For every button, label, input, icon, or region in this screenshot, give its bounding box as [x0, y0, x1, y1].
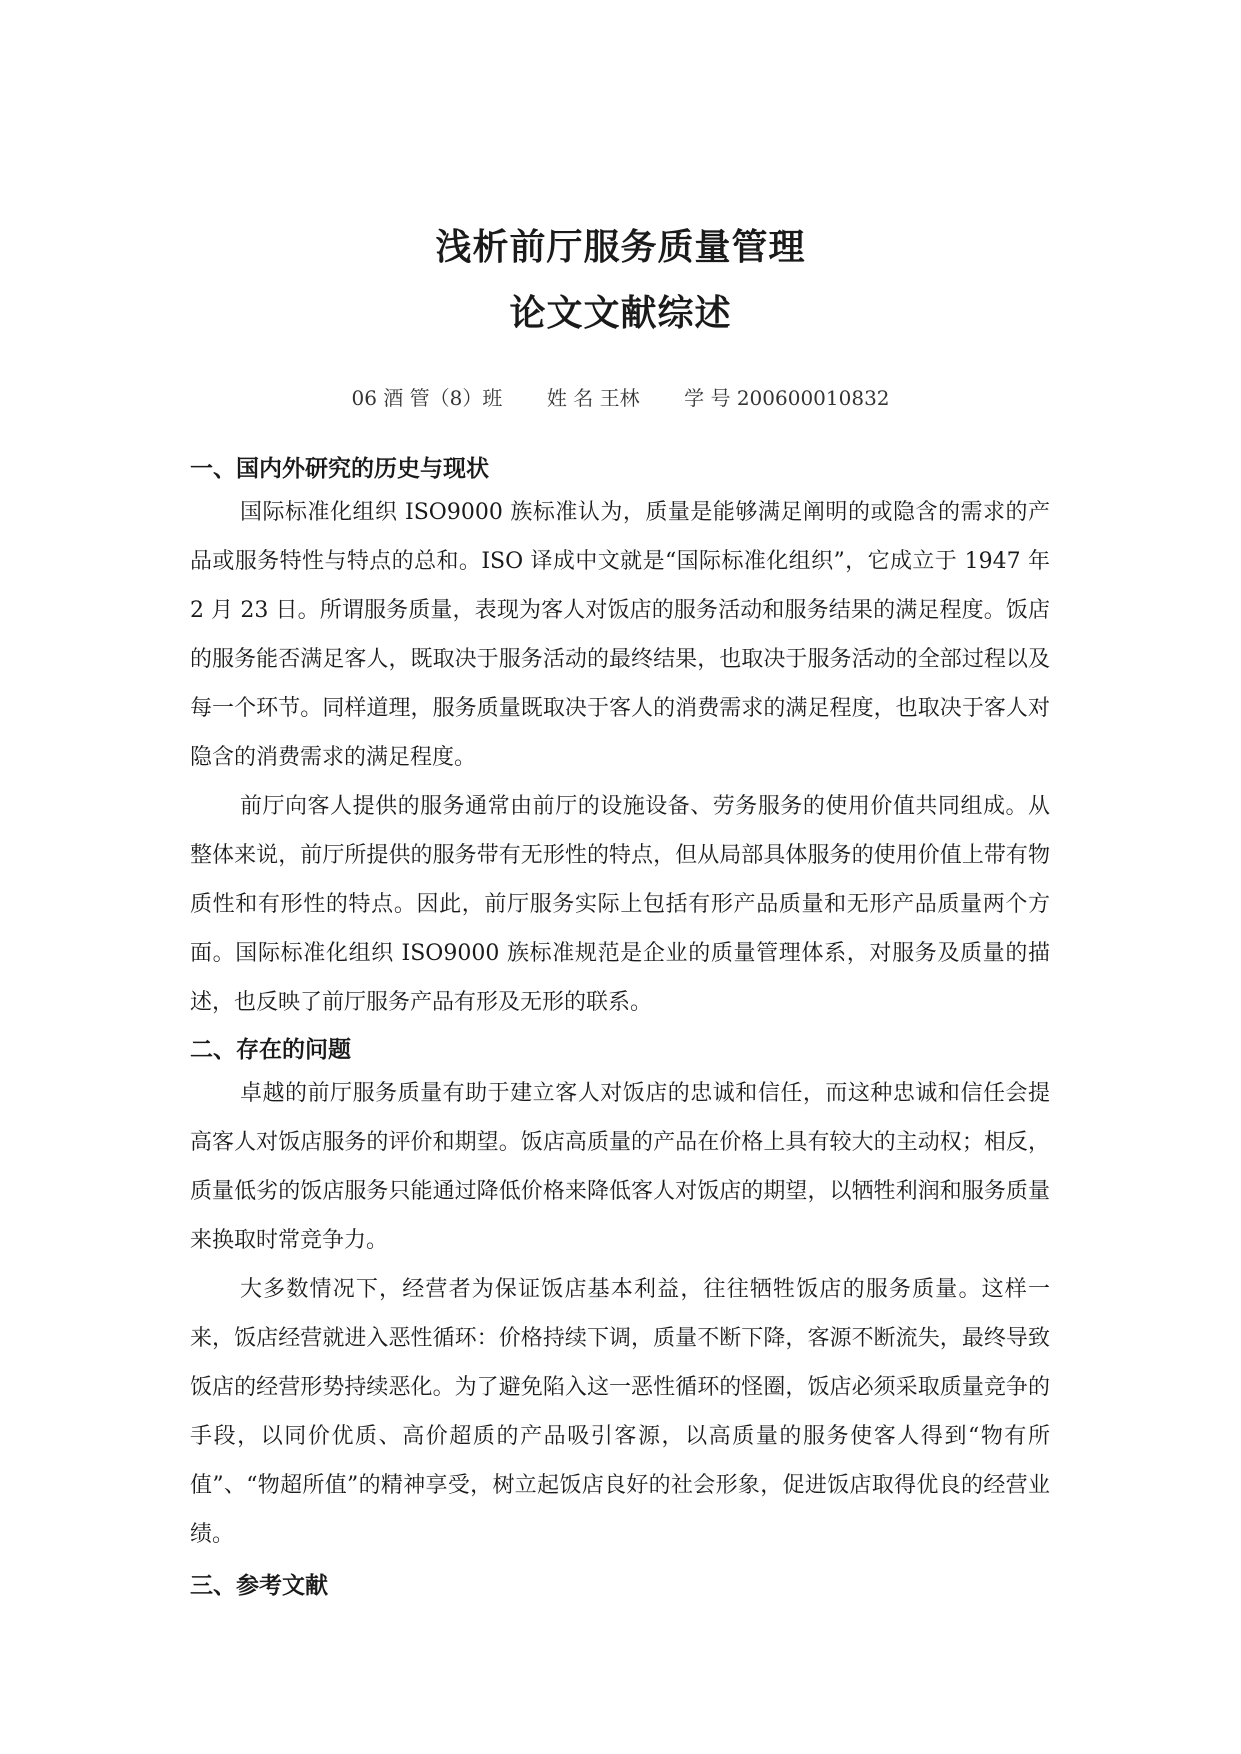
author-name: 王林: [599, 386, 640, 410]
author-id: 200600010832: [736, 386, 890, 410]
document-subtitle: 论文文献综述: [509, 293, 732, 334]
paragraph: 卓越的前厅服务质量有助于建立客人对饭店的忠诚和信任，而这种忠诚和信任会提高客人对饭店服务的评价和期望。饭店高质量的产品在价格上具有较大的主动权；相反，质量低劣的饭店服务只能通过降低价格来降低客人对饭店的期望，以牺牲利润和服务质量来换取时常竞争力。: [190, 1081, 1050, 1253]
paragraph: 前厅向客人提供的服务通常由前厅的设施设备、劳务服务的使用价值共同组成。从整体来说，前厅所提供的服务带有无形性的特点，但从局部具体服务的使用价值上带有物质性和有形性的特点。因此，前厅服务实际上包括有形产品质量和无形产品质量两个方面。国际标准化组织 ISO9000 族标准规范是企业的质量管理体系，对服务及质量的描述，也反映了前厅服务产品有形及无形的联系。: [190, 794, 1050, 1015]
document-title: 浅析前厅服务质量管理: [435, 227, 806, 268]
paragraph: 大多数情况下，经营者为保证饭店基本利益，往往牺牲饭店的服务质量。这样一来，饭店经营就进入恶性循环：价格持续下调，质量不断下降，客源不断流失，最终导致饭店的经营形势持续恶化。为了避免陷入这一恶性循环的怪圈，饭店必须采取质量竞争的手段，以同价优质、高价超质的产品吸引客源，以高质量的服务使客人得到“物有所值”、“物超所值”的精神享受，树立起饭店良好的社会形象，促进饭店取得优良的经营业绩。: [190, 1277, 1050, 1547]
author-class: 06 酒 管（8）班: [351, 386, 503, 410]
author-name-label: 姓 名: [546, 386, 594, 410]
section-heading: 三、参考文献: [190, 1573, 328, 1599]
author-info: [0, 384, 1241, 412]
paragraph: 国际标准化组织 ISO9000 族标准认为，质量是能够满足阐明的或隐含的需求的产品或服务特性与特点的总和。ISO 译成中文就是“国际标准化组织”，它成立于 1947 年 2 月 23 日。所谓服务质量，表现为客人对饭店的服务活动和服务结果的满足程度。饭店的服务能否满足客人，既取决于服务活动的最终结果，也取决于服务活动的全部过程以及每一个环节。同样道理，服务质量既取决于客人的消费需求的满足程度，也取决于客人对隐含的消费需求的满足程度。: [190, 500, 1050, 770]
section-heading: 一、国内外研究的历史与现状: [190, 456, 489, 482]
document-body: [190, 450, 1050, 1605]
author-id-label: 学 号: [684, 386, 731, 410]
section-heading: 二、存在的问题: [190, 1037, 351, 1063]
